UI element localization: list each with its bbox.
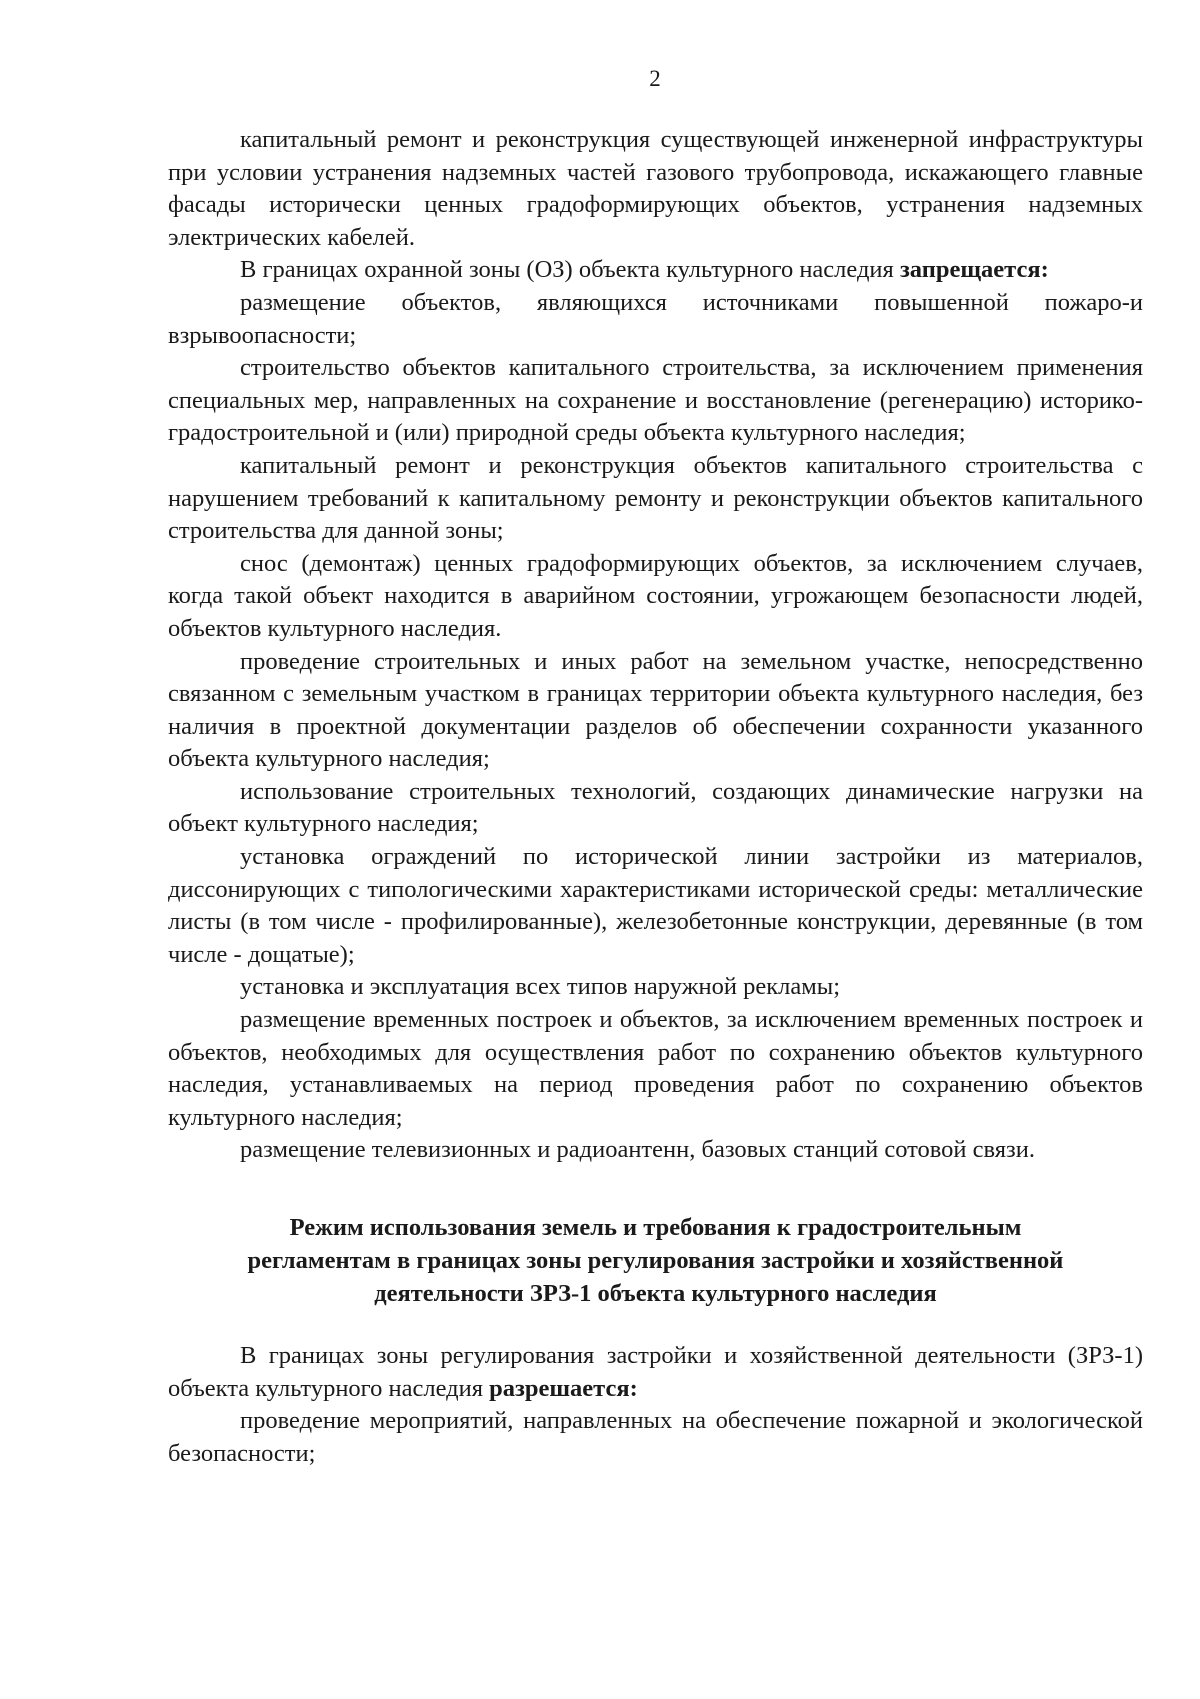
zrz-intro-emphasis: разрешается:	[489, 1374, 638, 1402]
prohibited-item: размещение объектов, являющихся источниками повышенной пожаро-и взрывоопасности;	[168, 288, 1143, 349]
section-heading-line: регламентам в границах зоны регулирования застройки и хозяйственной	[247, 1247, 1064, 1274]
prohibited-item: размещение телевизионных и радиоантенн, базовых станций сотовой связи.	[240, 1136, 1035, 1164]
document-body	[168, 124, 1143, 1470]
prohibited-item: использование строительных технологий, создающих динамические нагрузки на объект культурного наследия;	[168, 777, 1143, 838]
page-number: 2	[649, 66, 661, 91]
prohibited-item: установка ограждений по исторической линии застройки из материалов, диссонирующих с типологическими характеристиками исторической среды: металлические листы (в том числе - профилированные), железобетонные конструкции, деревянные (в том числе - дощатые);	[168, 843, 1143, 968]
prohibited-item: строительство объектов капитального строительства, за исключением применения специальных мер, направленных на сохранение и восстановление (регенерацию) историко-градостроительной и (или) природной среды объекта культурного наследия;	[168, 354, 1143, 447]
prohibited-item: снос (демонтаж) ценных градоформирующих объектов, за исключением случаев, когда такой объект находится в аварийном состоянии, угрожающем безопасности людей, объектов культурного наследия.	[168, 549, 1143, 642]
zrz-intro-text: В границах зоны регулирования застройки и хозяйственной деятельности (ЗРЗ-1) объекта культурного наследия	[168, 1342, 1143, 1402]
oz-intro-text: В границах охранной зоны (ОЗ) объекта культурного наследия	[240, 256, 900, 284]
prohibited-item: установка и эксплуатация всех типов наружной рекламы;	[240, 973, 841, 1001]
oz-intro-paragraph	[168, 254, 1143, 287]
section-heading-line: Режим использования земель и требования к градостроительным	[289, 1214, 1022, 1241]
section-heading-line: деятельности ЗРЗ-1 объекта культурного наследия	[374, 1280, 937, 1307]
paragraph-infrastructure: капитальный ремонт и реконструкция существующей инженерной инфраструктуры при условии устранения надземных частей газового трубопровода, искажающего главные фасады исторически ценных градоформирующих объектов, устранения надземных электрических кабелей.	[168, 126, 1143, 251]
section-heading	[168, 1211, 1143, 1310]
permitted-item: проведение мероприятий, направленных на обеспечение пожарной и экологической безопасности;	[168, 1407, 1143, 1467]
prohibited-item: проведение строительных и иных работ на земельном участке, непосредственно связанном с земельным участком в границах территории объекта культурного наследия, без наличия в проектной документации разделов об обеспечении сохранности указанного объекта культурного наследия;	[168, 647, 1143, 773]
zrz-intro-paragraph	[168, 1340, 1143, 1405]
prohibited-item: капитальный ремонт и реконструкция объектов капитального строительства с нарушением требований к капитальному ремонту и реконструкции объектов капитального строительства для данной зоны;	[168, 451, 1143, 545]
oz-intro-emphasis: запрещается:	[899, 256, 1049, 284]
prohibited-item: размещение временных построек и объектов, за исключением временных построек и объектов, необходимых для осуществления работ по сохранению объектов культурного наследия, устанавливаемых на период проведения работ по сохранению объектов культурного наследия;	[168, 1006, 1143, 1131]
